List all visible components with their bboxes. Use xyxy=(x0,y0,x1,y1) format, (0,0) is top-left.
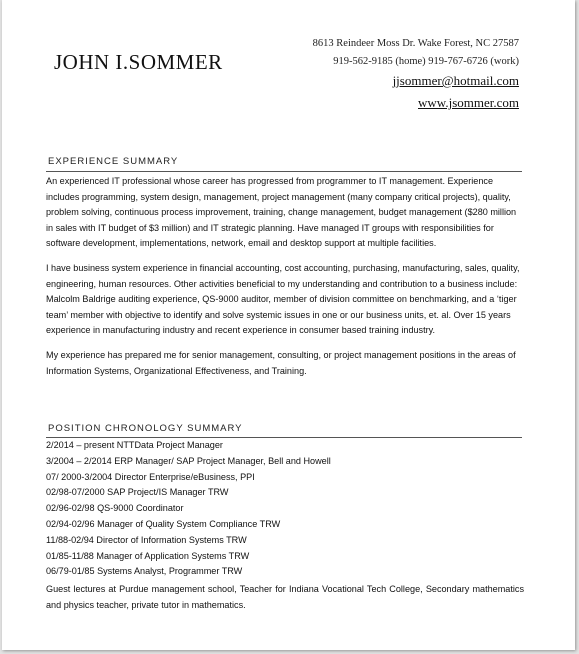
candidate-name: JOHN I.SOMMER xyxy=(54,50,223,74)
chronology-section-title: POSITION CHRONOLOGY SUMMARY xyxy=(48,423,243,434)
experience-paragraph: My experience has prepared me for senior management, consulting, or project management positions in the areas of Information Systems, Organizational Effectiveness, and Training. xyxy=(46,350,516,376)
chronology-entry: 02/96-02/98 QS-9000 Coordinator xyxy=(46,503,184,514)
experience-section-title: EXPERIENCE SUMMARY xyxy=(48,156,179,167)
phone-line: 919-562-9185 (home) 919-767-6726 (work) xyxy=(333,55,519,67)
chronology-entry: 06/79-01/85 Systems Analyst, Programmer TRW xyxy=(46,566,243,577)
chronology-entry: 02/94-02/96 Manager of Quality System Compliance TRW xyxy=(46,518,281,529)
chronology-entry: 2/2014 – present NTTData Project Manager xyxy=(46,440,223,450)
chronology-entry: 02/98-07/2000 SAP Project/IS Manager TRW xyxy=(46,487,229,498)
website-link[interactable]: www.jsommer.com xyxy=(418,95,519,110)
email-link[interactable]: jjsommer@hotmail.com xyxy=(392,73,519,88)
experience-paragraph: An experienced IT professional whose career has progressed from programmer to IT management. Experience includes programming, system design, management, project management (many company critical projects), quality, problem solving, continuous process improvement, training, change management, budget management ($280 million in sales with IT budget of $3 million) and IT strategic planning. Have managed IT groups with responsibilities for software development, implementations, network, email and desktop support at multiple facilities. xyxy=(46,176,517,248)
experience-paragraph: I have business system experience in financial accounting, cost accounting, purchasing, manufacturing, sales, quality, engineering, human resources. Other activities beneficial to my understanding and contribution to a business include: Malcolm Baldrige auditing experience, QS-9000 auditor, member of division committee on benchmarking, and a ‘tiger team’ member with objective to identify and solve systemic issues in one or our business units, et. al. Over 15 years experience in manufacturing industry and recent experience in consumer based training industry. xyxy=(46,263,520,335)
chronology-entry: 3/2004 – 2/2014 ERP Manager/ SAP Project Manager, Bell and Howell xyxy=(46,455,331,466)
chronology-entry: 07/ 2000-3/2004 Director Enterprise/eBusiness, PPI xyxy=(46,471,255,482)
resume-page xyxy=(2,0,575,650)
address-line: 8613 Reindeer Moss Dr. Wake Forest, NC 27587 xyxy=(312,38,519,49)
chronology-entry: 11/88-02/94 Director of Information Systems TRW xyxy=(46,534,247,545)
guest-lectures-note: Guest lectures at Purdue management school, Teacher for Indiana Vocational Tech College, Secondary mathematics and physics teacher, private tutor in mathematics. xyxy=(46,584,524,611)
position-chronology xyxy=(46,438,524,613)
experience-divider xyxy=(46,171,522,172)
contact-block xyxy=(313,35,519,114)
chronology-entry: 01/85-11/88 Manager of Application Systems TRW xyxy=(46,550,250,561)
experience-summary xyxy=(46,174,524,389)
